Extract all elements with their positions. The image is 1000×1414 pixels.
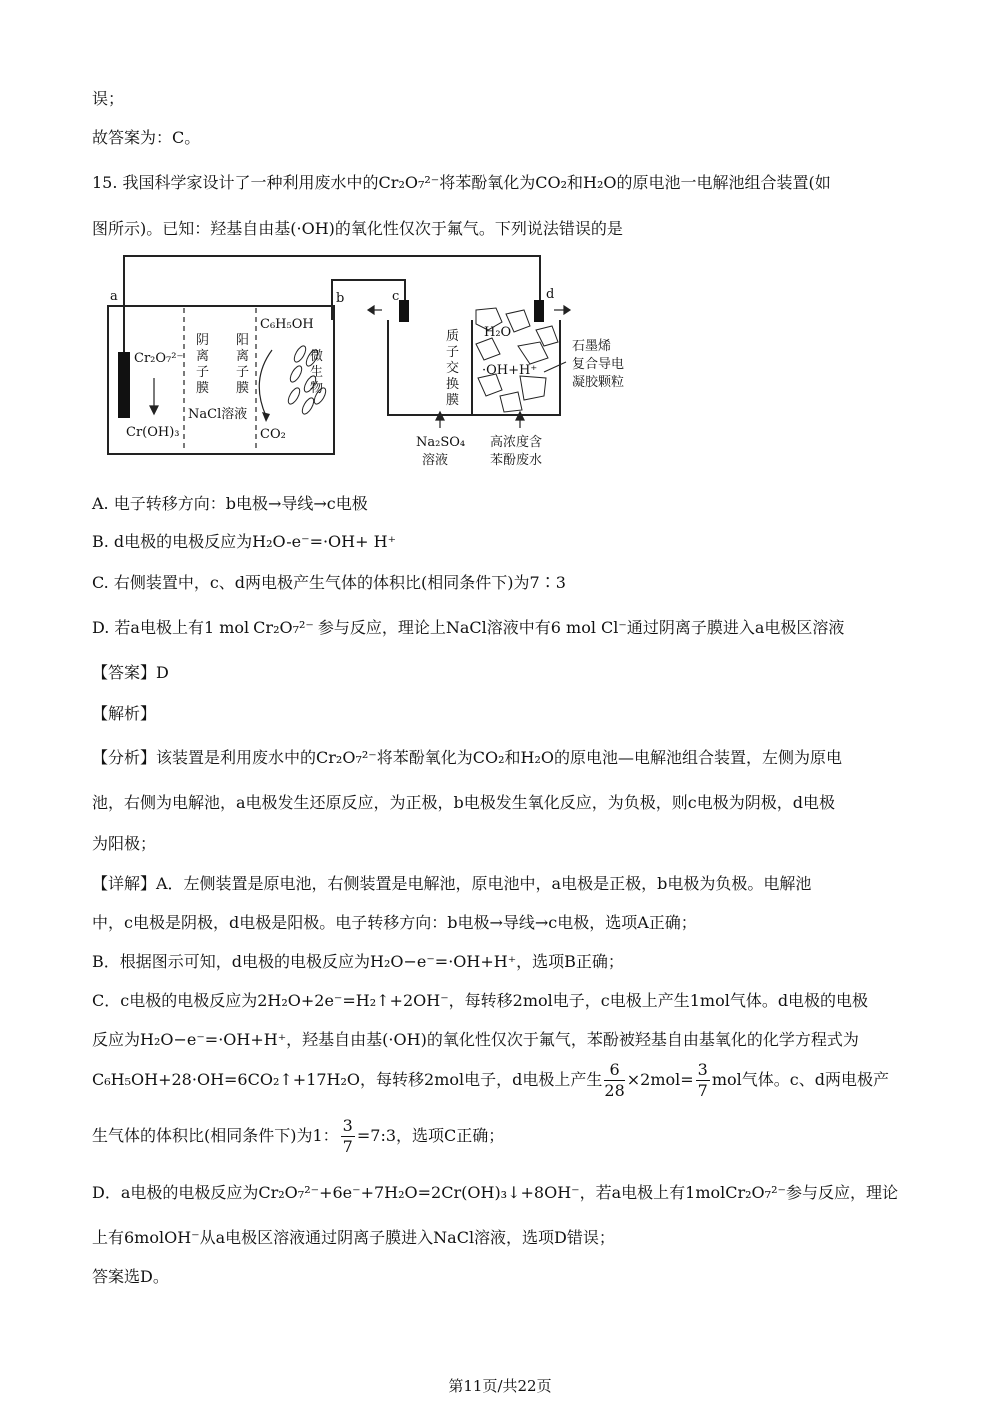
proton-membrane-char: 膜 xyxy=(446,393,460,408)
proton-membrane-char: 换 xyxy=(446,377,460,392)
graphene-label: 凝胶颗粒 xyxy=(572,375,625,390)
detail-line: 反应为H₂O−e⁻=·OH+H⁺，羟基自由基(·OH)的氧化性仅次于氟气，苯酚被羟基自由基氧化的化学方程式为 xyxy=(92,1030,859,1049)
co2-label: CO₂ xyxy=(260,427,286,442)
answer-line: 【答案】D xyxy=(92,663,169,682)
label-b: b xyxy=(336,291,345,306)
cation-membrane-char: 阳 xyxy=(236,333,250,348)
detail-line xyxy=(92,1116,504,1157)
h2o-label: H₂O xyxy=(484,325,512,340)
option-a: A. 电子转移方向：b电极→导线→c电极 xyxy=(92,494,368,513)
analysis-line: 池，右侧为电解池，a电极发生还原反应，为正极，b电极发生氧化反应，为负极，则c电极为阴极，d电极 xyxy=(92,793,835,812)
page-footer: 第11页/共22页 xyxy=(448,1377,552,1395)
question-15-line: 图所示)。已知：羟基自由基(·OH)的氧化性仅次于氟气。下列说法错误的是 xyxy=(92,219,623,238)
detail-text: D．a电极的电极反应为 xyxy=(92,1183,259,1202)
microbe-char: 物 xyxy=(310,381,324,396)
chem-formula: Cr₂O₇²⁻ xyxy=(258,1183,320,1202)
detail-text: +6e⁻+7H₂O=2Cr(OH)₃↓+8OH⁻，若a电极上有1mol xyxy=(319,1183,726,1202)
label-c: c xyxy=(392,289,400,304)
detail-text: =7:3，选项C正确； xyxy=(356,1126,505,1145)
gel-granules xyxy=(476,308,558,412)
text-line: 误； xyxy=(92,89,125,108)
analysis-text: 将苯酚氧化为CO₂和H₂O的原电池—电解池组合装置，左侧为原电 xyxy=(376,748,842,767)
fraction-3-7 xyxy=(696,1060,710,1101)
option-text: D. 若a电极上有1 mol xyxy=(92,618,250,637)
nacl-label: NaCl溶液 xyxy=(188,407,248,422)
anion-membrane-char: 膜 xyxy=(196,381,210,396)
detail-line: 【详解】A．左侧装置是原电池，右侧装置是电解池，原电池中，a电极是正极，b电极为负极。电解池 xyxy=(92,874,812,893)
fraction-denominator: 28 xyxy=(604,1081,625,1100)
label-d: d xyxy=(546,287,555,302)
cation-membrane-char: 子 xyxy=(236,365,250,380)
detail-line: 答案选D。 xyxy=(92,1267,169,1286)
cation-membrane-char: 离 xyxy=(236,349,250,364)
detail-line: B．根据图示可知，d电极的电极反应为H₂O−e⁻=·OH+H⁺，选项B正确； xyxy=(92,952,624,971)
fraction-6-28 xyxy=(604,1060,624,1101)
option-text: 参与反应，理论上NaCl溶液中有6 mol Cl⁻通过阴离子膜进入a电极区溶液 xyxy=(317,618,845,637)
fraction-denominator: 7 xyxy=(342,1137,353,1156)
detail-text: 参与反应，理论 xyxy=(785,1183,898,1202)
proton-membrane-char: 子 xyxy=(446,345,460,360)
chem-formula: Cr₂O₇²⁻ xyxy=(378,173,440,192)
na2so4-label: Na₂SO₄ xyxy=(416,435,466,450)
detail-line xyxy=(92,1182,898,1204)
oh-h-label: ·OH+H⁺ xyxy=(482,363,538,378)
analysis-text: 【分析】该装置是利用废水中的 xyxy=(92,748,317,767)
detail-line: 中，c电极是阴极，d电极是阳极。电子转移方向：b电极→导线→c电极，选项A正确； xyxy=(92,913,697,932)
option-b: B. d电极的电极反应为H₂O-e⁻=·OH+ H⁺ xyxy=(92,532,397,551)
chem-formula: Cr₂O₇²⁻ xyxy=(725,1183,786,1202)
microbe-char: 微 xyxy=(310,349,324,364)
question-text: 将苯酚氧化为CO₂和H₂O的原电池一电解池组合装置(如 xyxy=(439,173,831,192)
text-line: 故答案为：C。 xyxy=(92,128,201,147)
electrochemical-figure xyxy=(100,250,660,480)
detail-text: 生气体的体积比(相同条件下)为1： xyxy=(92,1126,339,1145)
fraction-numerator: 6 xyxy=(604,1060,624,1081)
fraction-3-7 xyxy=(341,1116,355,1157)
detail-line xyxy=(92,1060,889,1101)
detail-text: mol气体。c、d两电极产 xyxy=(711,1070,889,1089)
graphene-label: 复合导电 xyxy=(572,357,625,372)
analysis-heading: 【解析】 xyxy=(92,704,157,723)
wastewater-label: 苯酚废水 xyxy=(490,453,543,468)
detail-line: C．c电极的电极反应为2H₂O+2e⁻=H₂↑+2OH⁻，每转移2mol电子，c电极上产生1mol气体。d电极的电极 xyxy=(92,991,869,1010)
anion-membrane-char: 离 xyxy=(196,349,210,364)
question-text: 15. 我国科学家设计了一种利用废水中的 xyxy=(92,173,379,192)
analysis-line: 为阳极； xyxy=(92,834,157,853)
proton-membrane-char: 质 xyxy=(446,329,460,344)
croh3-label: Cr(OH)₃ xyxy=(126,425,180,440)
option-d xyxy=(92,617,844,639)
cation-membrane-char: 膜 xyxy=(236,381,250,396)
detail-text: C₆H₅OH+28·OH=6CO₂↑+17H₂O，每转移2mol电子，d电极上产生 xyxy=(92,1070,603,1089)
anion-membrane-char: 子 xyxy=(196,365,210,380)
chem-formula: Cr₂O₇²⁻ xyxy=(253,618,314,637)
fraction-denominator: 7 xyxy=(697,1081,708,1100)
anion-membrane-char: 阴 xyxy=(196,333,210,348)
phenol-label: C₆H₅OH xyxy=(260,317,314,332)
option-c: C. 右侧装置中，c、d两电极产生气体的体积比(相同条件下)为7∶3 xyxy=(92,573,566,592)
na2so4-label: 溶液 xyxy=(422,453,449,468)
cr2o7-label: Cr₂O₇²⁻ xyxy=(134,351,184,366)
label-a: a xyxy=(110,289,118,304)
detail-text: ×2mol= xyxy=(626,1070,694,1089)
proton-membrane-char: 交 xyxy=(446,361,460,376)
analysis-line xyxy=(92,747,842,769)
chem-formula: Cr₂O₇²⁻ xyxy=(316,748,377,767)
detail-line: 上有6molOH⁻从a电极区溶液通过阴离子膜进入NaCl溶液，选项D错误； xyxy=(92,1228,615,1247)
fraction-numerator: 3 xyxy=(697,1060,708,1079)
question-15-line xyxy=(92,172,831,194)
microbe-char: 生 xyxy=(310,365,324,380)
fraction-numerator: 3 xyxy=(342,1116,353,1135)
graphene-label: 石墨烯 xyxy=(572,339,612,354)
wastewater-label: 高浓度含 xyxy=(490,435,543,450)
